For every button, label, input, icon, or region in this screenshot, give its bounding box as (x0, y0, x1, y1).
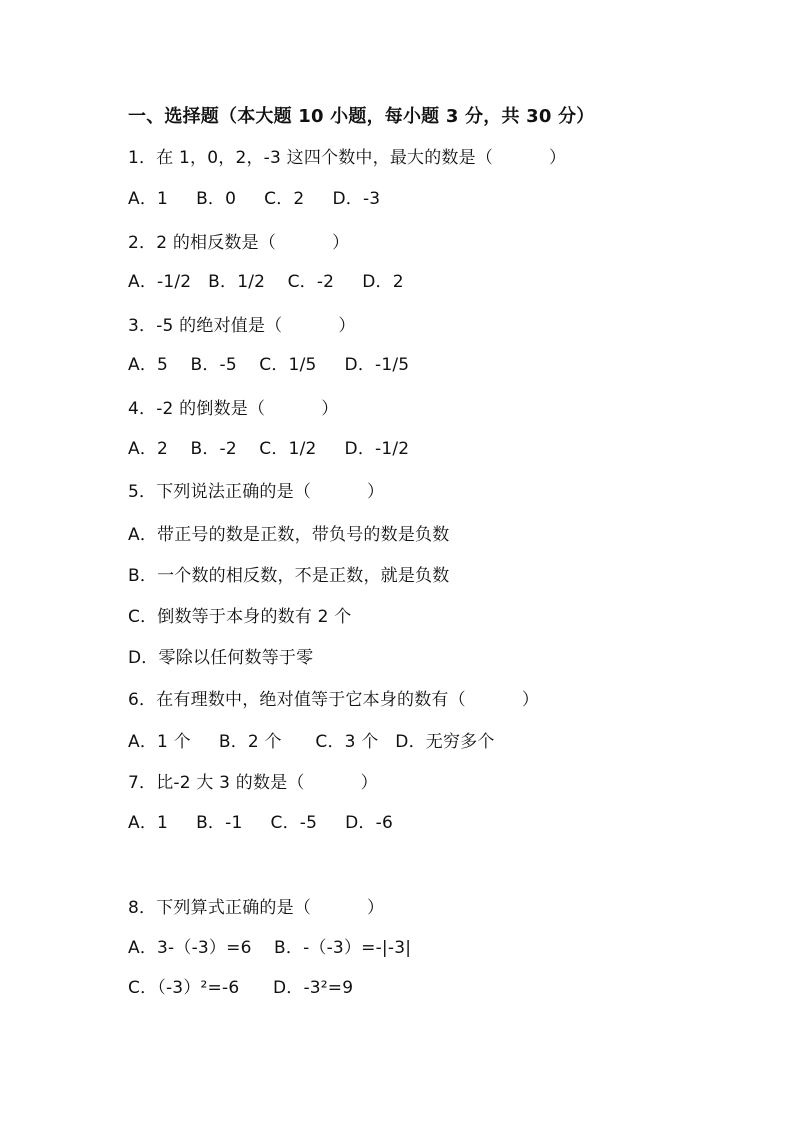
question-3-stem: 3．-5 的绝对值是（ ） (128, 316, 356, 336)
question-1-stem: 1．在 1，0，2，-3 这四个数中，最大的数是（ ） (128, 148, 567, 168)
question-4-options: A．2 B．-2 C．1/2 D．-1/2 (128, 439, 410, 459)
question-7-options: A．1 B．-1 C．-5 D．-6 (128, 813, 393, 833)
question-7-stem: 7．比-2 大 3 的数是（ ） (128, 773, 378, 793)
question-5-stem: 5．下列说法正确的是（ ） (128, 482, 385, 502)
question-6-stem: 6．在有理数中，绝对值等于它本身的数有（ ） (128, 690, 540, 710)
question-8-option-line-1: A．3-（-3）=6 B．-（-3）=-|-3| (128, 938, 412, 958)
question-8-option-line-2: C．（-3）²=-6 D．-3²=9 (128, 978, 354, 998)
question-5-option-b: B．一个数的相反数，不是正数，就是负数 (128, 566, 450, 586)
question-5-option-a: A．带正号的数是正数，带负号的数是负数 (128, 525, 450, 545)
question-2-stem: 2．2 的相反数是（ ） (128, 233, 350, 253)
question-3-options: A．5 B．-5 C．1/5 D．-1/5 (128, 355, 410, 375)
question-4-stem: 4．-2 的倒数是（ ） (128, 399, 339, 419)
question-5-option-d: D．零除以任何数等于零 (128, 648, 314, 668)
question-2-options: A．-1/2 B．1/2 C．-2 D．2 (128, 272, 404, 292)
question-1-options: A．1 B．0 C．2 D．-3 (128, 189, 381, 209)
question-5-option-c: C．倒数等于本身的数有 2 个 (128, 607, 352, 627)
question-6-options: A．1 个 B．2 个 C．3 个 D．无穷多个 (128, 732, 495, 752)
question-8-stem: 8．下列算式正确的是（ ） (128, 898, 385, 918)
section-heading: 一、选择题（本大题 10 小题，每小题 3 分，共 30 分） (128, 106, 595, 127)
